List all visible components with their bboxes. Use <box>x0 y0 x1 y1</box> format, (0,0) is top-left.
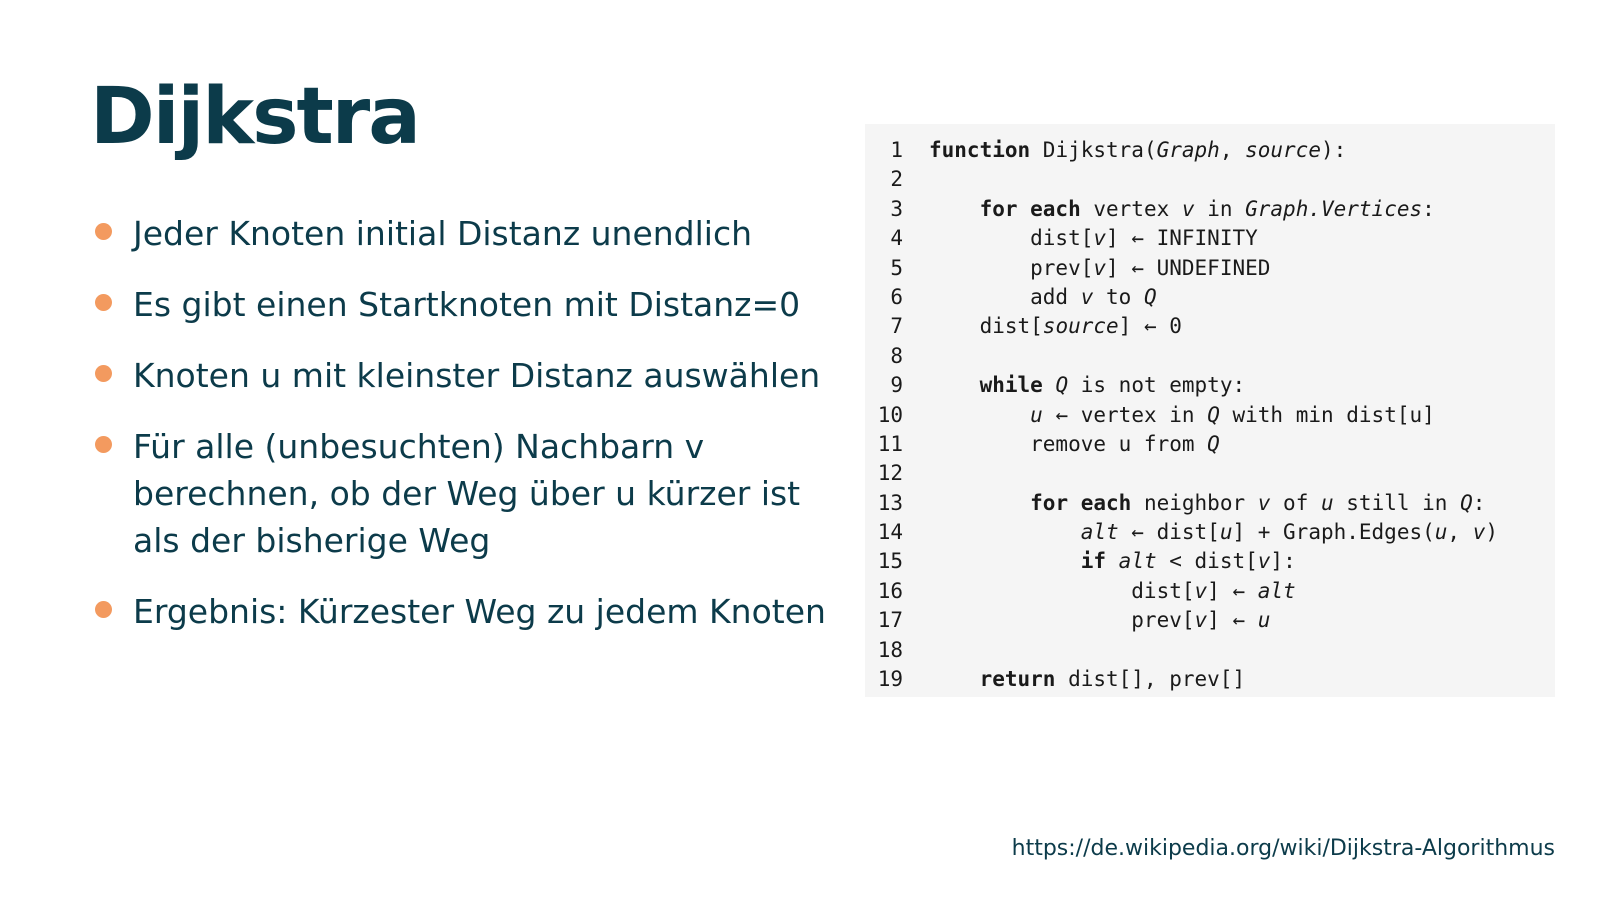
slide-title: Dijkstra <box>90 72 419 162</box>
line-number: 11 <box>877 431 903 456</box>
line-number: 6 <box>890 284 903 309</box>
bullet-dot-icon <box>95 436 112 453</box>
code-line <box>865 518 1555 547</box>
code-line <box>865 401 1555 430</box>
bullet-dot-icon <box>95 223 112 240</box>
code-line <box>865 224 1555 253</box>
line-number: 7 <box>890 314 903 339</box>
bullet-dot-icon <box>95 365 112 382</box>
code-line <box>865 489 1555 518</box>
bullet-item <box>95 210 835 257</box>
code-line <box>865 606 1555 635</box>
code-line <box>865 254 1555 283</box>
bullet-text: Knoten u mit kleinster Distanz auswählen <box>133 356 821 395</box>
code-text: return dist[], prev[] <box>979 667 1246 692</box>
code-text: u ← vertex in Q with min dist[u] <box>1030 402 1435 427</box>
code-text <box>903 459 929 488</box>
code-text <box>903 636 929 665</box>
line-number: 13 <box>877 490 903 515</box>
bullet-list <box>95 210 835 659</box>
bullet-text: Ergebnis: Kürzester Weg zu jedem Knoten <box>133 592 826 631</box>
bullet-dot-icon <box>95 601 112 618</box>
code-text: for each vertex v in Graph.Vertices: <box>979 196 1435 221</box>
line-number: 10 <box>877 402 903 427</box>
code-line <box>865 195 1555 224</box>
code-line <box>865 665 1555 694</box>
line-number: 19 <box>877 667 903 692</box>
code-text <box>903 165 929 194</box>
line-number: 18 <box>877 637 903 662</box>
pseudocode-block <box>865 124 1555 697</box>
code-line <box>865 577 1555 606</box>
code-line <box>865 371 1555 400</box>
code-line <box>865 636 1555 665</box>
code-text: prev[v] ← UNDEFINED <box>929 255 1271 280</box>
bullet-item <box>95 281 835 328</box>
code-text: dist[v] ← alt <box>929 578 1296 603</box>
code-text: if alt < dist[v]: <box>1080 549 1296 574</box>
code-line <box>865 342 1555 371</box>
line-number: 3 <box>890 196 903 221</box>
code-line <box>865 430 1555 459</box>
code-line <box>865 547 1555 576</box>
bullet-text: Es gibt einen Startknoten mit Distanz=0 <box>133 285 801 324</box>
code-text: remove u from Q <box>929 431 1220 456</box>
line-number: 4 <box>890 226 903 251</box>
code-text <box>903 342 929 371</box>
code-line <box>865 165 1555 194</box>
line-number: 9 <box>890 373 903 398</box>
line-number: 12 <box>877 461 903 486</box>
code-line <box>865 459 1555 488</box>
line-number: 8 <box>890 343 903 368</box>
code-line <box>865 283 1555 312</box>
code-text: dist[v] ← INFINITY <box>929 226 1258 251</box>
line-number: 5 <box>890 255 903 280</box>
code-text: alt ← dist[u] + Graph.Edges(u, v) <box>1080 520 1499 545</box>
bullet-text: Für alle (unbesuchten) Nachbarn v berechnen, ob der Weg über u kürzer ist als der bisherige Weg <box>133 427 801 560</box>
line-number: 2 <box>890 167 903 192</box>
line-number: 16 <box>877 578 903 603</box>
line-number: 17 <box>877 608 903 633</box>
line-number: 1 <box>890 138 903 162</box>
source-link[interactable]: https://de.wikipedia.org/wiki/Dijkstra-Algorithmus <box>1011 836 1555 861</box>
code-text: prev[v] ← u <box>929 608 1271 633</box>
bullet-dot-icon <box>95 294 112 311</box>
bullet-item <box>95 588 835 635</box>
code-text: function Dijkstra(Graph, source): <box>929 138 1347 162</box>
code-line <box>865 312 1555 341</box>
code-text: dist[source] ← 0 <box>929 314 1182 339</box>
line-number: 14 <box>877 520 903 545</box>
code-line <box>865 136 1555 165</box>
line-number: 15 <box>877 549 903 574</box>
bullet-item <box>95 352 835 399</box>
bullet-text: Jeder Knoten initial Distanz unendlich <box>133 214 753 253</box>
code-text: add v to Q <box>929 284 1157 309</box>
bullet-item <box>95 423 835 564</box>
code-text: while Q is not empty: <box>979 373 1246 398</box>
code-text: for each neighbor v of u still in Q: <box>1030 490 1486 515</box>
